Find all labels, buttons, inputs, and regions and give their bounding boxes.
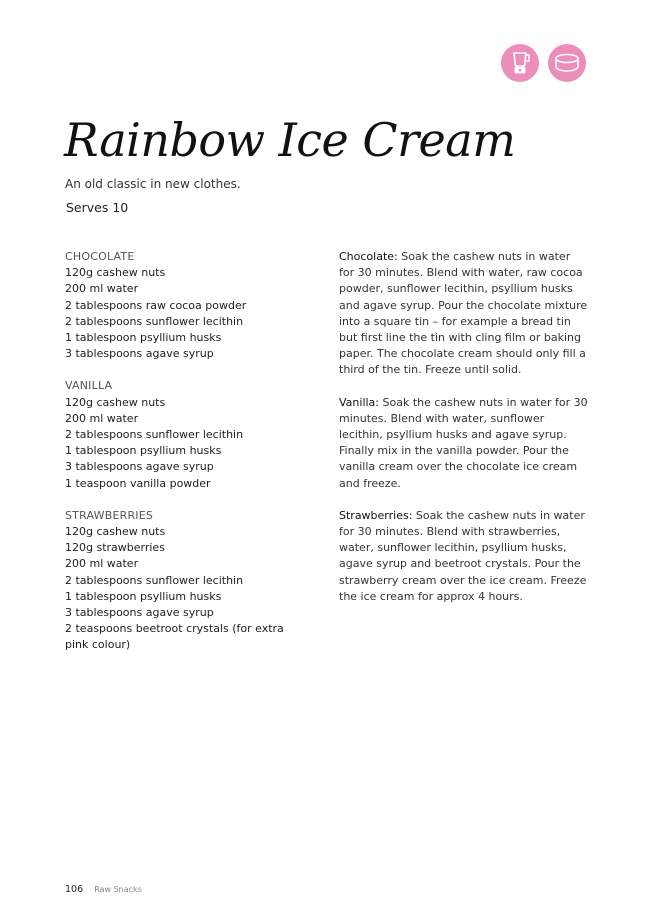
ingredient-heading: VANILLA: [65, 379, 113, 393]
method-step-label: Chocolate:: [339, 250, 398, 263]
ingredient-item: 3 tablespoons agave syrup: [65, 460, 214, 474]
ingredient-item: 120g cashew nuts: [65, 395, 166, 409]
method-column: [339, 249, 588, 621]
ingredient-heading: CHOCOLATE: [65, 250, 135, 263]
method-step-vanilla: [339, 395, 588, 492]
ingredient-item: 1 tablespoon psyllium husks: [65, 589, 222, 603]
ingredient-item: 2 tablespoons sunflower lecithin: [65, 314, 244, 328]
method-step-label: Vanilla:: [339, 395, 379, 409]
method-step-label: Strawberries:: [339, 508, 413, 522]
ingredient-item: 200 ml water: [65, 557, 139, 571]
ingredient-group-vanilla: [65, 378, 310, 491]
ingredients-column: [65, 249, 310, 670]
method-step-text: Soak the cashew nuts in water for 30 minutes. Blend with water, sunflower lecithin, psyllium husks and agave syrup. Finally mix in the vanilla powder. Pour the vanilla cream over the chocolate ice cream and freeze.: [339, 395, 588, 490]
ingredient-item: 120g cashew nuts: [65, 525, 166, 539]
method-step-strawberries: [339, 508, 588, 605]
ingredient-item: 1 tablespoon psyllium husks: [65, 331, 222, 345]
ingredient-item: 1 teaspoon vanilla powder: [65, 476, 211, 490]
section-name: Raw Snacks: [94, 885, 142, 894]
ingredient-list: [65, 524, 310, 654]
method-step-text: Soak the cashew nuts in water for 30 minutes. Blend with water, raw cocoa powder, sunflower lecithin, psyllium husks and agave syrup. Pour the chocolate mixture into a square tin – for example a bread tin but first line the tin with cling film or baking paper. The chocolate cream should only fill a third of the tin. Freeze until solid.: [339, 250, 588, 377]
serves-count: Serves 10: [66, 200, 129, 215]
ingredient-group-chocolate: [65, 249, 310, 362]
ingredient-item: 120g cashew nuts: [65, 266, 166, 280]
ingredient-item: 3 tablespoons agave syrup: [65, 347, 214, 361]
ingredient-item: 2 tablespoons sunflower lecithin: [65, 573, 244, 587]
page-number: 106: [65, 884, 84, 895]
ingredient-item: 3 tablespoons agave syrup: [65, 606, 214, 620]
ingredient-heading: STRAWBERRIES: [65, 508, 154, 522]
blender-icon: [501, 44, 539, 82]
recipe-subtitle: An old classic in new clothes.: [65, 177, 241, 191]
page-footer: [65, 877, 142, 896]
ingredient-item: 2 tablespoons raw cocoa powder: [65, 298, 247, 312]
ingredient-list: [65, 395, 310, 492]
ingredient-item: 2 teaspoons beetroot crystals (for extra pink colour): [65, 622, 284, 652]
method-step-chocolate: [339, 249, 588, 379]
ingredient-group-strawberries: [65, 508, 310, 654]
ingredient-item: 1 tablespoon psyllium husks: [65, 444, 222, 458]
ingredient-item: 120g strawberries: [65, 541, 165, 555]
ingredient-item: 200 ml water: [65, 282, 139, 296]
ingredient-item: 2 tablespoons sunflower lecithin: [65, 428, 244, 442]
ingredient-list: [65, 265, 310, 362]
round-cake-tin-icon: [548, 44, 586, 82]
recipe-title: Rainbow Ice Cream: [64, 113, 516, 167]
ingredient-item: 200 ml water: [65, 411, 139, 425]
method-step-text: Soak the cashew nuts in water for 30 minutes. Blend with strawberries, water, sunflower lecithin, psyllium husks, agave syrup and beetroot crystals. Pour the strawberry cream over the ice cream. Freeze the ice cream for approx 4 hours.: [339, 508, 587, 603]
